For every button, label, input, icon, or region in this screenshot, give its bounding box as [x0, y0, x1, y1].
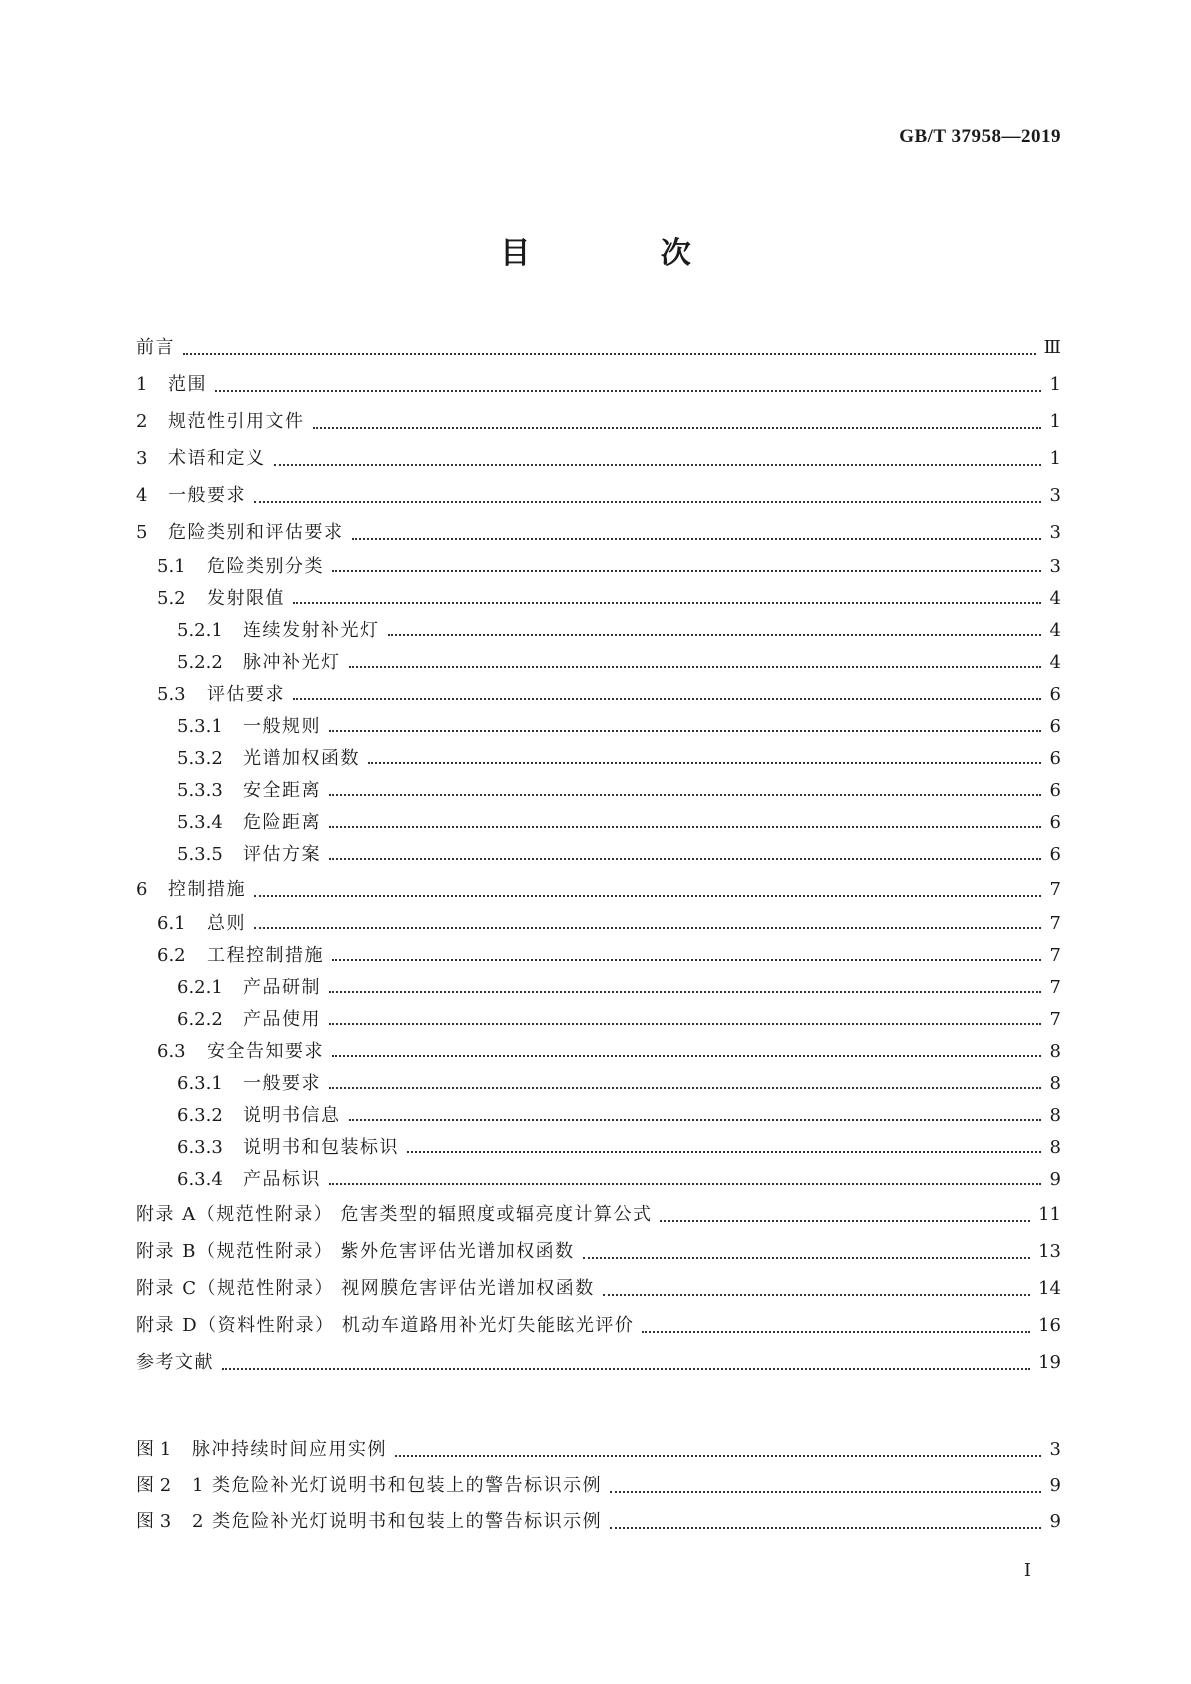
toc-entry-label: 评估要求 — [207, 684, 285, 705]
page-number: I — [1023, 1560, 1031, 1581]
toc-entry-label: 1 类危险补光灯说明书和包装上的警告标识示例 — [192, 1475, 603, 1496]
toc-entry-page: 7 — [1049, 977, 1061, 998]
toc-entry-page: 7 — [1049, 913, 1061, 934]
toc-entry-label: 产品使用 — [243, 1009, 321, 1030]
toc-entry-page: 7 — [1049, 1009, 1061, 1030]
dot-leader — [329, 1004, 1041, 1036]
toc-entry-page: 9 — [1049, 1169, 1061, 1190]
dot-leader — [368, 743, 1041, 775]
toc-entry-number: 6.3 — [157, 1041, 186, 1062]
dot-leader — [660, 1196, 1030, 1233]
standard-code: GB/T 37958—2019 — [899, 126, 1061, 147]
toc-entry-number: 6.3.3 — [177, 1137, 223, 1158]
dot-leader — [329, 775, 1041, 807]
dot-leader — [332, 551, 1041, 583]
toc-entry[interactable] — [136, 583, 1061, 615]
toc-entry[interactable] — [136, 615, 1061, 647]
toc-entry[interactable] — [136, 1036, 1061, 1068]
toc-entry-page: 3 — [1049, 1439, 1061, 1460]
toc-entry-number: 6.3.4 — [177, 1169, 223, 1190]
toc-entry-page: 11 — [1038, 1204, 1061, 1225]
toc-entry[interactable] — [136, 871, 1061, 908]
dot-leader — [388, 615, 1042, 647]
dot-leader — [215, 366, 1041, 403]
toc-entry[interactable] — [136, 1432, 1061, 1468]
dot-leader — [293, 679, 1041, 711]
toc-entry-number: 6.2 — [157, 945, 186, 966]
toc-entry-label: 2 类危险补光灯说明书和包装上的警告标识示例 — [192, 1511, 603, 1532]
toc-entry-number: 6.3.1 — [177, 1073, 223, 1094]
toc-entry-number: 5.3.2 — [177, 748, 223, 769]
toc-entry-page: 4 — [1049, 652, 1061, 673]
toc-entry-page: 8 — [1049, 1041, 1061, 1062]
dot-leader — [254, 871, 1041, 908]
toc-entry-page: 6 — [1049, 780, 1061, 801]
dot-leader — [332, 940, 1041, 972]
toc-entry[interactable] — [136, 1196, 1061, 1233]
dot-leader — [313, 403, 1042, 440]
toc-entry[interactable] — [136, 1468, 1061, 1504]
toc-entry-label: 发射限值 — [207, 588, 285, 609]
toc-entry[interactable] — [136, 839, 1061, 871]
toc-entry[interactable] — [136, 514, 1061, 551]
list-of-figures — [136, 1432, 1061, 1540]
dot-leader — [349, 1100, 1042, 1132]
toc-entry-number: 图 1 — [136, 1439, 172, 1460]
toc-entry-label: 规范性引用文件 — [168, 411, 305, 432]
toc-entry[interactable] — [136, 440, 1061, 477]
toc-entry-page: 9 — [1049, 1475, 1061, 1496]
toc-entry[interactable] — [136, 711, 1061, 743]
toc-entry-label: 脉冲补光灯 — [243, 652, 341, 673]
toc-entry-number: 4 — [136, 485, 148, 506]
toc-entry[interactable] — [136, 366, 1061, 403]
toc-entry-label: 控制措施 — [168, 879, 246, 900]
toc-entry-label: 附录 C（规范性附录） 视网膜危害评估光谱加权函数 — [136, 1278, 595, 1299]
toc-entry[interactable] — [136, 1504, 1061, 1540]
dot-leader — [349, 647, 1042, 679]
table-of-contents — [136, 329, 1061, 1381]
toc-entry-label: 说明书信息 — [243, 1105, 341, 1126]
toc-entry[interactable] — [136, 647, 1061, 679]
toc-entry-label: 一般要求 — [168, 485, 246, 506]
toc-entry-label: 总则 — [207, 913, 246, 934]
dot-leader — [332, 1036, 1041, 1068]
toc-entry-number: 5.3.3 — [177, 780, 223, 801]
dot-leader — [610, 1504, 1041, 1540]
toc-entry-page: 8 — [1049, 1073, 1061, 1094]
toc-entry-label: 脉冲持续时间应用实例 — [192, 1439, 387, 1460]
toc-entry-label: 安全告知要求 — [207, 1041, 324, 1062]
toc-entry[interactable] — [136, 743, 1061, 775]
toc-entry[interactable] — [136, 940, 1061, 972]
toc-entry-number: 6.3.2 — [177, 1105, 223, 1126]
dot-leader — [642, 1307, 1030, 1344]
toc-entry[interactable] — [136, 1004, 1061, 1036]
toc-entry-page: 7 — [1049, 945, 1061, 966]
toc-entry[interactable] — [136, 1068, 1061, 1100]
toc-entry-page: 9 — [1049, 1511, 1061, 1532]
dot-leader — [222, 1344, 1030, 1381]
toc-entry[interactable] — [136, 1344, 1061, 1381]
toc-entry-number: 5.2 — [157, 588, 186, 609]
toc-entry-page: 4 — [1049, 588, 1061, 609]
toc-entry-number: 5.3 — [157, 684, 186, 705]
toc-entry-label: 一般要求 — [243, 1073, 321, 1094]
toc-entry-page: Ⅲ — [1043, 337, 1061, 358]
toc-entry-page: 6 — [1049, 812, 1061, 833]
toc-entry[interactable] — [136, 679, 1061, 711]
toc-entry-label: 参考文献 — [136, 1352, 214, 1373]
toc-entry-label: 附录 B（规范性附录） 紫外危害评估光谱加权函数 — [136, 1241, 575, 1262]
toc-entry-page: 4 — [1049, 620, 1061, 641]
toc-entry-page: 7 — [1049, 879, 1061, 900]
dot-leader — [274, 440, 1042, 477]
toc-entry-label: 附录 A（规范性附录） 危害类型的辐照度或辐亮度计算公式 — [136, 1204, 653, 1225]
toc-entry-label: 附录 D（资料性附录） 机动车道路用补光灯失能眩光评价 — [136, 1315, 635, 1336]
toc-entry-number: 5 — [136, 522, 148, 543]
toc-entry-number: 6.2.2 — [177, 1009, 223, 1030]
toc-entry[interactable] — [136, 329, 1061, 366]
toc-entry-number: 6.1 — [157, 913, 186, 934]
toc-entry-page: 13 — [1038, 1241, 1061, 1262]
toc-entry-page: 16 — [1038, 1315, 1061, 1336]
dot-leader — [329, 1068, 1041, 1100]
toc-entry-page: 6 — [1049, 844, 1061, 865]
toc-entry[interactable] — [136, 1270, 1061, 1307]
dot-leader — [395, 1432, 1041, 1468]
toc-entry-number: 5.1 — [157, 556, 186, 577]
toc-entry[interactable] — [136, 403, 1061, 440]
toc-entry[interactable] — [136, 1233, 1061, 1270]
dot-leader — [407, 1132, 1041, 1164]
toc-entry-label: 产品标识 — [243, 1169, 321, 1190]
toc-entry-label: 危险距离 — [243, 812, 321, 833]
toc-entry-number: 1 — [136, 374, 148, 395]
toc-entry-number: 2 — [136, 411, 148, 432]
toc-entry-page: 8 — [1049, 1105, 1061, 1126]
toc-entry-number: 5.3.4 — [177, 812, 223, 833]
toc-entry-page: 3 — [1049, 522, 1061, 543]
dot-leader — [254, 477, 1041, 514]
dot-leader — [329, 972, 1041, 1004]
toc-entry-label: 前言 — [136, 337, 175, 358]
toc-entry[interactable] — [136, 1164, 1061, 1196]
toc-entry[interactable] — [136, 972, 1061, 1004]
toc-entry-number: 6 — [136, 879, 148, 900]
toc-entry-label: 说明书和包装标识 — [243, 1137, 399, 1158]
toc-entry-label: 术语和定义 — [168, 448, 266, 469]
toc-entry-page: 3 — [1049, 556, 1061, 577]
toc-entry-label: 工程控制措施 — [207, 945, 324, 966]
toc-entry-page: 1 — [1049, 374, 1061, 395]
toc-entry-label: 评估方案 — [243, 844, 321, 865]
toc-entry-label: 一般规则 — [243, 716, 321, 737]
toc-entry-page: 1 — [1049, 448, 1061, 469]
dot-leader — [329, 839, 1041, 871]
toc-entry-page: 6 — [1049, 716, 1061, 737]
toc-entry-label: 危险类别分类 — [207, 556, 324, 577]
toc-entry[interactable] — [136, 1307, 1061, 1344]
toc-entry-page: 14 — [1038, 1278, 1061, 1299]
toc-entry[interactable] — [136, 1132, 1061, 1164]
toc-entry-label: 安全距离 — [243, 780, 321, 801]
toc-entry-number: 6.2.1 — [177, 977, 223, 998]
page-title: 目 次 — [500, 236, 751, 271]
dot-leader — [254, 908, 1041, 940]
toc-entry-page: 19 — [1038, 1352, 1061, 1373]
toc-entry-number: 5.3.1 — [177, 716, 223, 737]
toc-entry[interactable] — [136, 908, 1061, 940]
toc-entry-label: 连续发射补光灯 — [243, 620, 380, 641]
toc-entry-number: 5.3.5 — [177, 844, 223, 865]
toc-entry-number: 5.2.1 — [177, 620, 223, 641]
toc-entry[interactable] — [136, 477, 1061, 514]
toc-entry[interactable] — [136, 807, 1061, 839]
dot-leader — [352, 514, 1042, 551]
toc-entry-number: 5.2.2 — [177, 652, 223, 673]
dot-leader — [603, 1270, 1030, 1307]
dot-leader — [610, 1468, 1041, 1504]
toc-entry-number: 图 2 — [136, 1475, 172, 1496]
toc-entry-page: 6 — [1049, 684, 1061, 705]
dot-leader — [183, 329, 1036, 366]
toc-entry-page: 3 — [1049, 485, 1061, 506]
toc-entry-label: 产品研制 — [243, 977, 321, 998]
dot-leader — [293, 583, 1041, 615]
toc-entry-page: 6 — [1049, 748, 1061, 769]
toc-entry-label: 危险类别和评估要求 — [168, 522, 344, 543]
toc-entry-label: 范围 — [168, 374, 207, 395]
toc-entry[interactable] — [136, 775, 1061, 807]
toc-entry-number: 3 — [136, 448, 148, 469]
dot-leader — [329, 1164, 1041, 1196]
toc-entry-page: 1 — [1049, 411, 1061, 432]
dot-leader — [583, 1233, 1030, 1270]
toc-entry-label: 光谱加权函数 — [243, 748, 360, 769]
toc-entry[interactable] — [136, 551, 1061, 583]
dot-leader — [329, 807, 1041, 839]
toc-entry-number: 图 3 — [136, 1511, 172, 1532]
toc-entry-page: 8 — [1049, 1137, 1061, 1158]
dot-leader — [329, 711, 1041, 743]
toc-entry[interactable] — [136, 1100, 1061, 1132]
